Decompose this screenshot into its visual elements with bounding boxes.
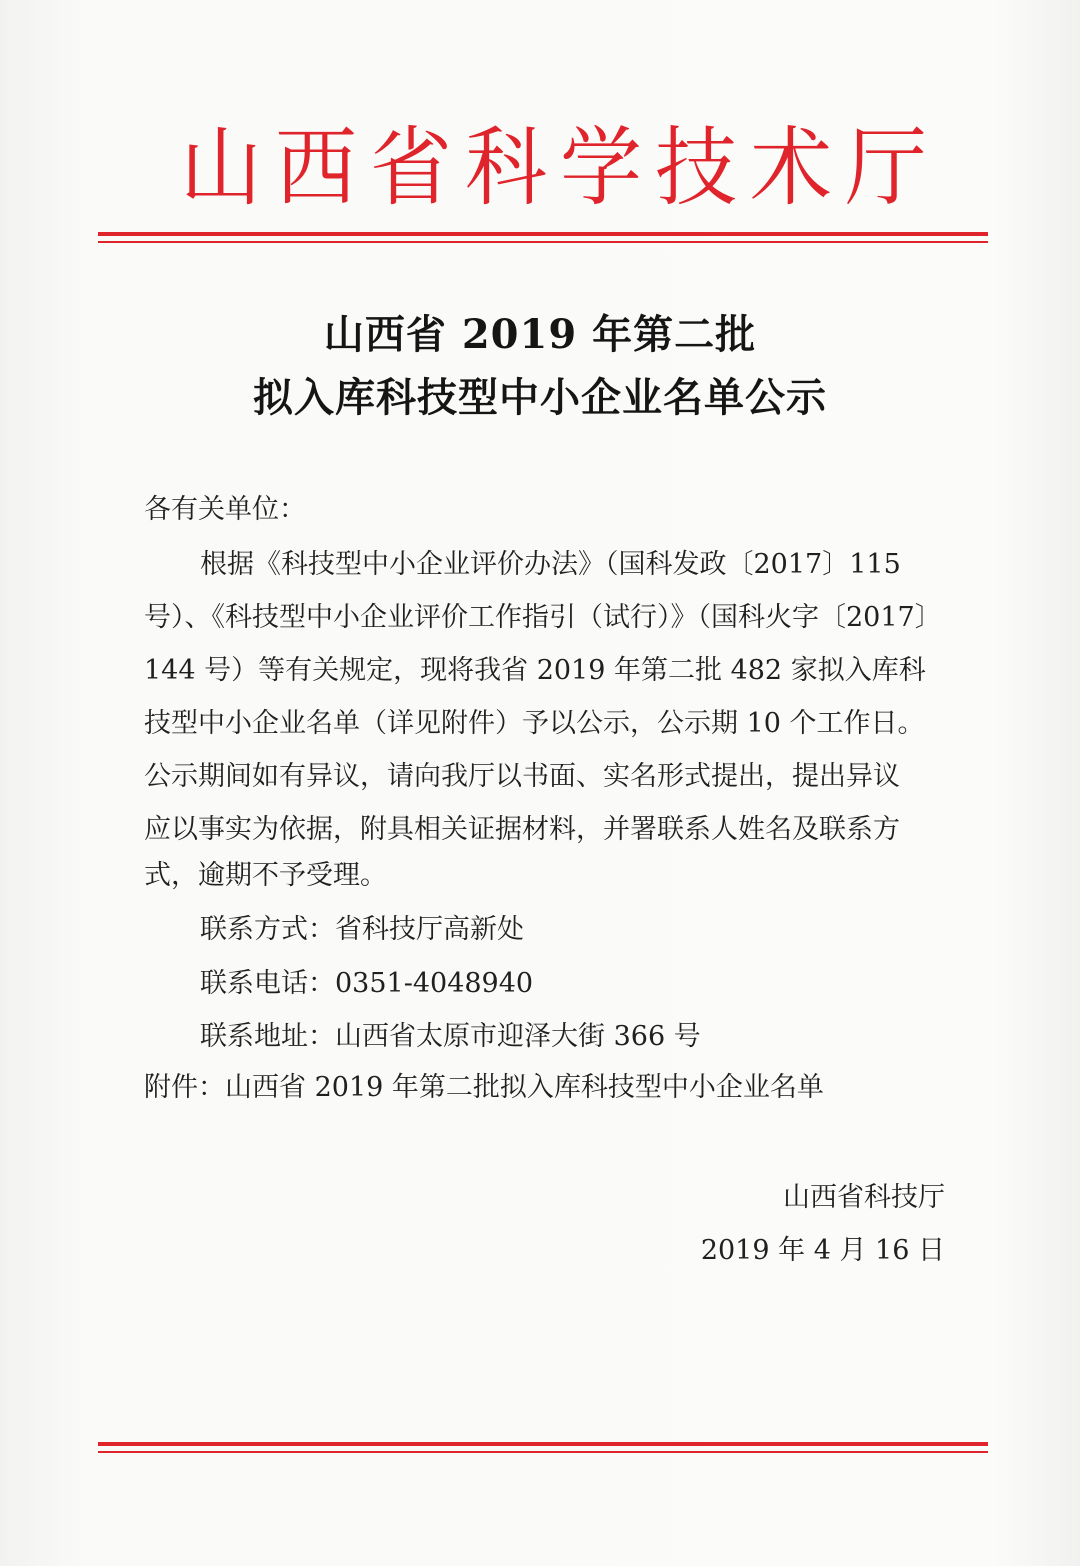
letterhead-rule-thick	[98, 232, 988, 236]
contact-method: 联系方式：省科技厅高新处	[200, 914, 524, 945]
paragraph-line: 公示期间如有异议，请向我厅以书面、实名形式提出，提出异议	[144, 761, 900, 792]
letterhead-rule-thin	[98, 241, 988, 243]
salutation: 各有关单位：	[144, 494, 306, 525]
contact-phone: 联系电话：0351-4048940	[200, 968, 534, 999]
signature-org: 山西省科技厅	[783, 1182, 945, 1213]
paragraph-line: 技型中小企业名单（详见附件）予以公示，公示期 10 个工作日。	[144, 708, 925, 739]
footer-rule-thin	[98, 1451, 988, 1453]
document-title-line-1: 山西省 2019 年第二批	[323, 311, 757, 358]
signature-date: 2019 年 4 月 16 日	[700, 1235, 945, 1266]
paragraph-line: 根据《科技型中小企业评价办法》（国科发政〔2017〕115	[200, 549, 901, 580]
paragraph-line: 应以事实为依据，附具相关证据材料，并署联系人姓名及联系方	[144, 814, 900, 845]
document-title-line-2: 拟入库科技型中小企业名单公示	[253, 374, 827, 421]
paragraph-line: 号）、《科技型中小企业评价工作指引（试行）》（国科火字〔2017〕	[144, 602, 942, 633]
paragraph-line: 式，逾期不予受理。	[144, 860, 387, 891]
attachment-note: 附件：山西省 2019 年第二批拟入库科技型中小企业名单	[144, 1072, 824, 1103]
footer-rule-thick	[98, 1442, 988, 1446]
contact-address: 联系地址：山西省太原市迎泽大街 366 号	[200, 1021, 701, 1052]
letterhead-org-name: 山西省科学技术厅	[180, 118, 941, 218]
paragraph-line: 144 号）等有关规定，现将我省 2019 年第二批 482 家拟入库科	[144, 655, 926, 686]
